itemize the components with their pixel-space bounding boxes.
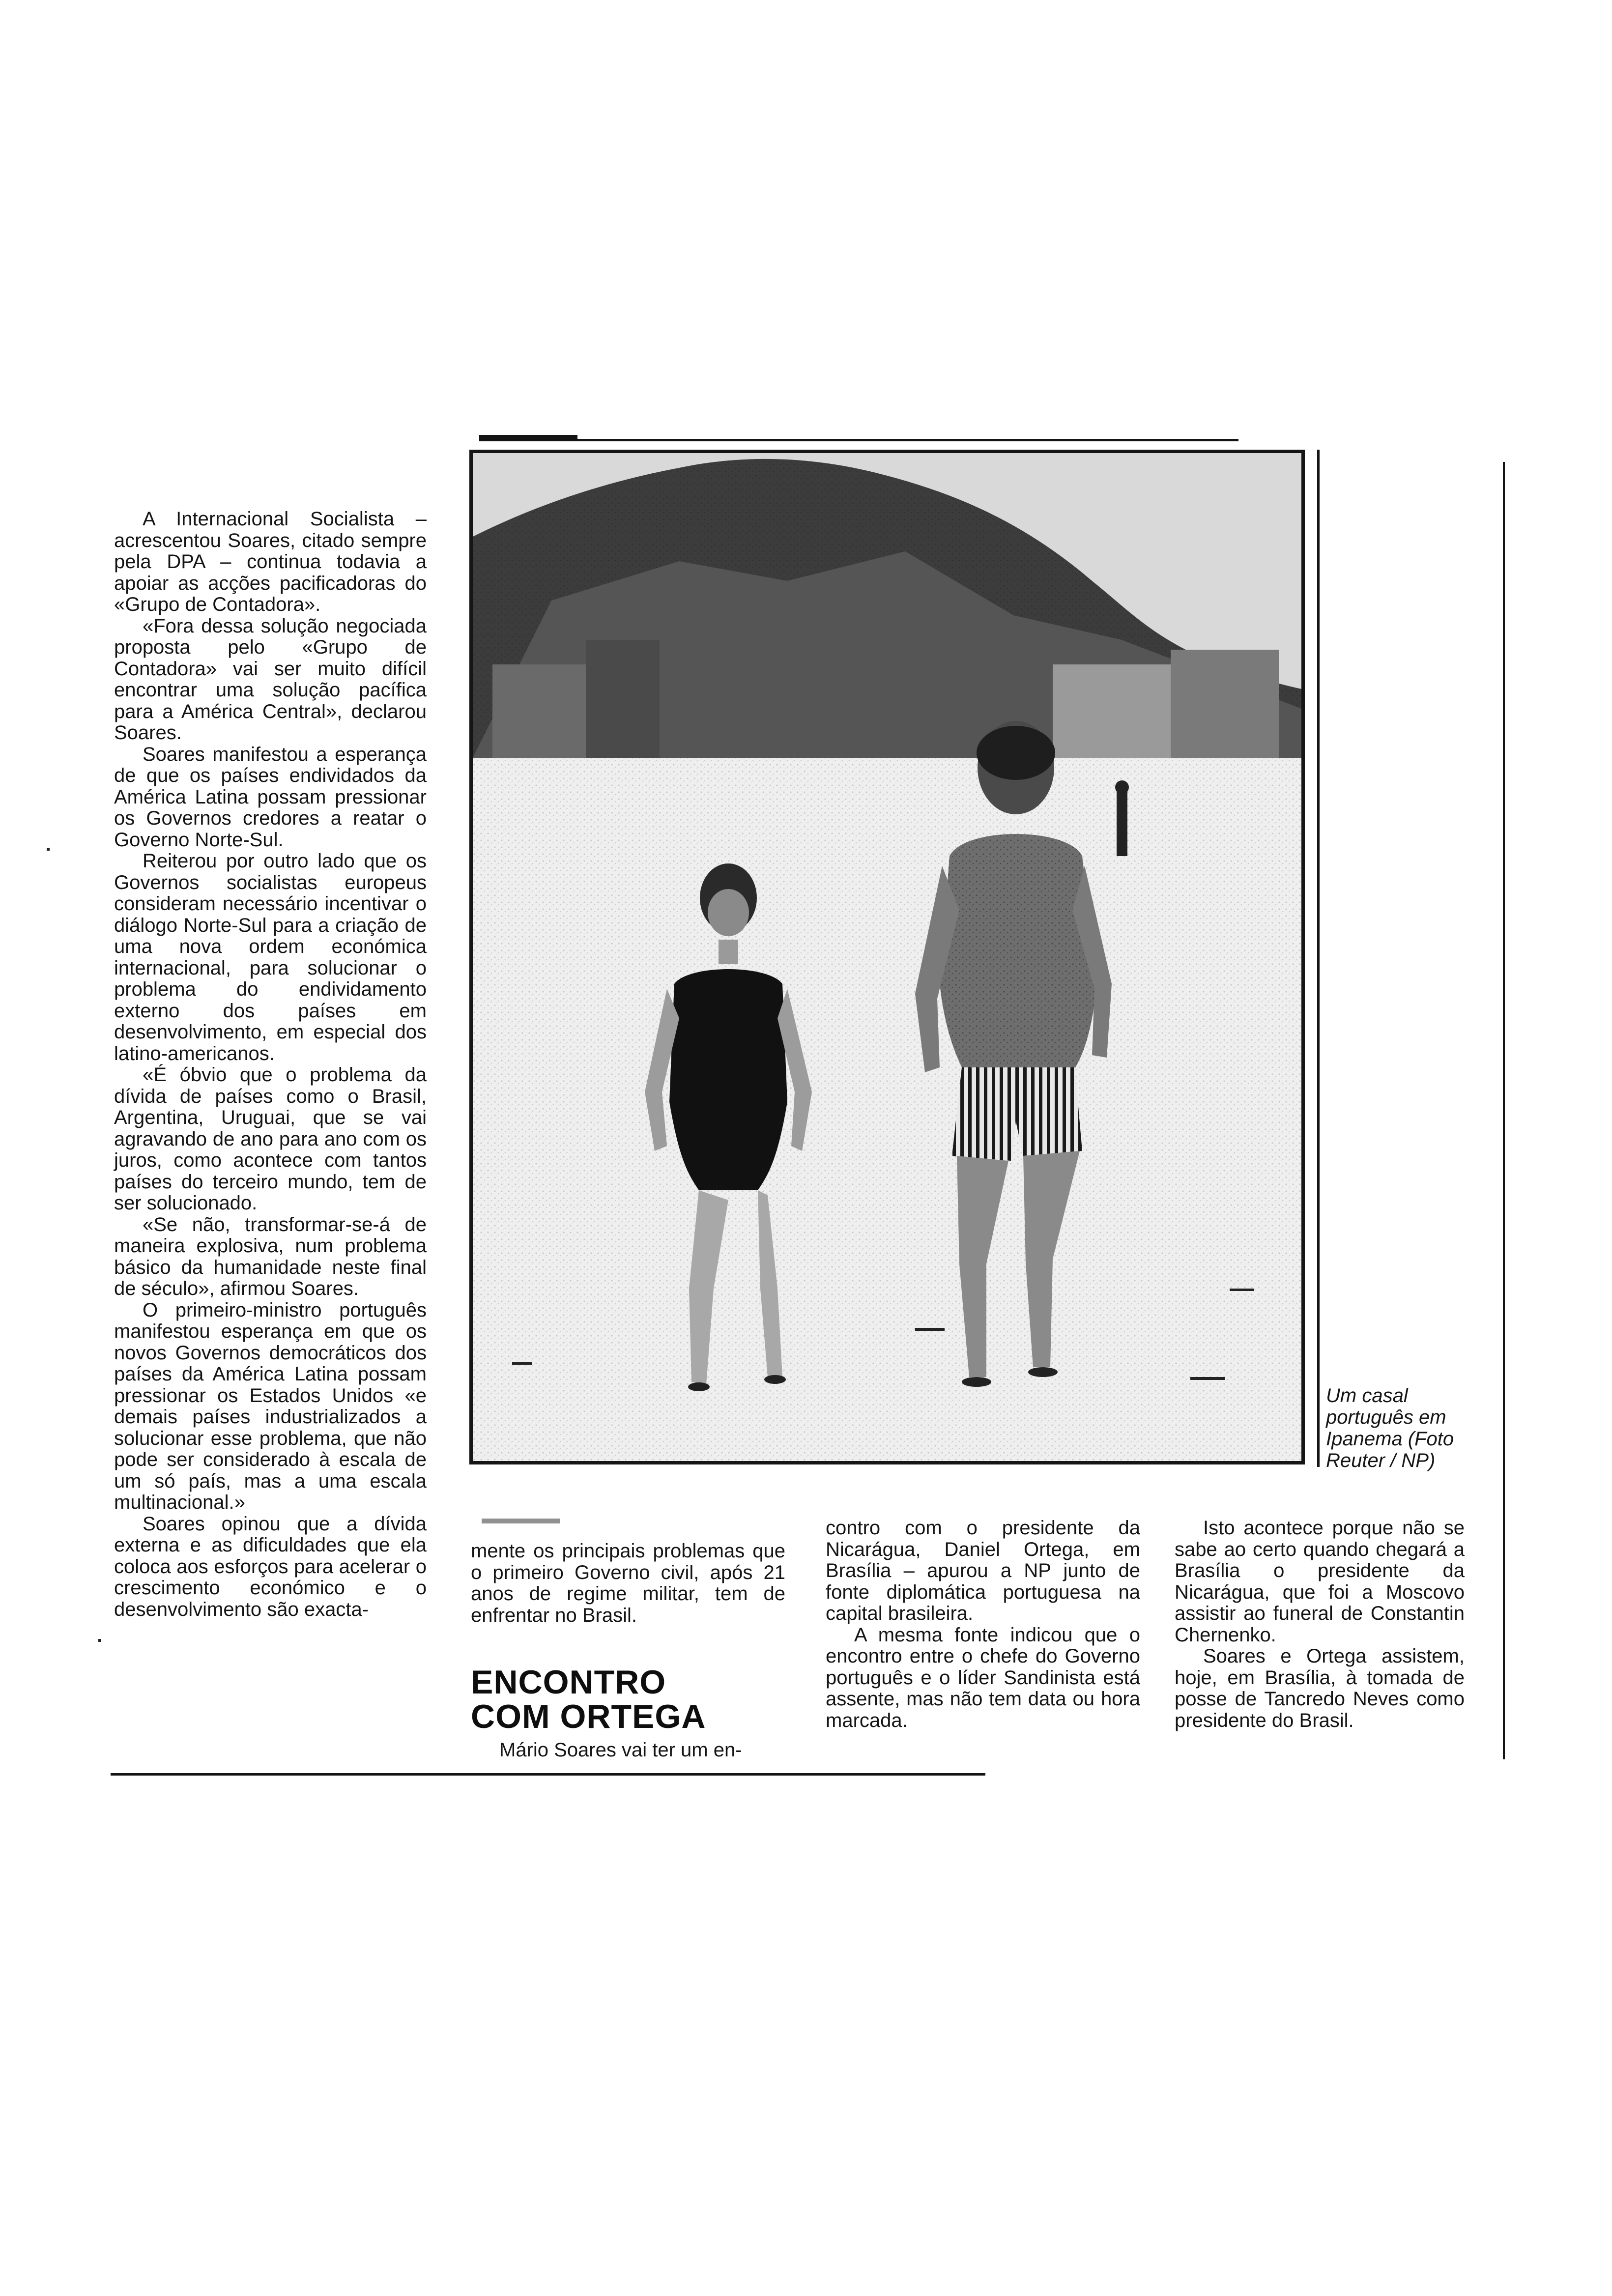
right-rule <box>1503 462 1505 1759</box>
paragraph: Soares manifestou a esperança de que os países endividados da América Latina possam pressionar os Governos credores a reatar o Governo Norte-Sul. <box>114 743 427 851</box>
paragraph: «Se não, transformar-se-á de maneira explosiva, num problema básico da humanidade neste final de século», afirmou Soares. <box>114 1213 427 1299</box>
headline-line-1: ENCONTRO <box>471 1664 666 1701</box>
scan-speck <box>482 1519 560 1523</box>
beach-photo <box>469 450 1305 1464</box>
paragraph: A mesma fonte indicou que o encontro entre o chefe do Governo português e o líder Sandinista está assente, mas não tem data ou hora marcada. <box>826 1624 1140 1731</box>
headline-line-2: COM ORTEGA <box>471 1698 706 1735</box>
article-column-1 <box>114 509 427 1620</box>
paragraph: mente os principais problemas que o primeiro Governo civil, após 21 anos de regime militar, tem de enfrentar no Brasil. <box>471 1540 785 1626</box>
section-headline <box>471 1665 785 1734</box>
paragraph: Soares opinou que a dívida externa e as dificuldades que ela coloca aos esforços para acelerar o crescimento económico e o desenvolvimento são exacta- <box>114 1513 427 1620</box>
article-column-3 <box>826 1518 1140 1731</box>
paragraph: Soares e Ortega assistem, hoje, em Brasília, à tomada de posse de Tancredo Neves como presidente do Brasil. <box>1175 1645 1465 1731</box>
paragraph: «Fora dessa solução negociada proposta pelo «Grupo de Contadora» vai ser muito difícil encontrar uma solução pacífica para a América Central», declarou Soares. <box>114 615 427 744</box>
top-rule <box>479 439 1238 441</box>
bottom-rule <box>111 1773 985 1776</box>
photo-side-rule <box>1317 450 1320 1467</box>
paragraph: Isto acontece porque não se sabe ao certo quando chegará a Brasília o presidente da Nicarágua, que foi a Moscovo assistir ao funeral de Constantin Chernenko. <box>1175 1517 1465 1646</box>
paragraph: «É óbvio que o problema da dívida de países como o Brasil, Argentina, Uruguai, que se vai agravando de ano para ano com os juros, como acontece com tantos países do terceiro mundo, tem de ser solucionado. <box>114 1064 427 1214</box>
paragraph: O primeiro-ministro português manifestou esperança em que os novos Governos democráticos dos países da América Latina possam pressionar os Estados Unidos «e demais países industrializados a solucionar esse problema, que não pode ser considerado à escala de um só país, mas a uma escala multinacional.» <box>114 1299 427 1513</box>
photo-caption: Um casal português em Ipanema (Foto Reuter / NP) <box>1326 1385 1454 1471</box>
top-rule-smudge <box>479 435 577 439</box>
paragraph: contro com o presidente da Nicarágua, Daniel Ortega, em Brasília – apurou a NP junto de fonte diplomática portuguesa na capital brasileira. <box>826 1517 1140 1624</box>
article-column-4 <box>1175 1518 1465 1731</box>
paragraph: Mário Soares vai ter um en- <box>499 1739 742 1761</box>
beach-couple-image <box>473 453 1301 1461</box>
scan-speck <box>98 1639 101 1642</box>
article-column-2-continued <box>471 1740 785 1761</box>
scan-speck <box>47 848 50 851</box>
paragraph: Reiterou por outro lado que os Governos socialistas europeus consideram necessário incentivar o diálogo Norte-Sul para a criação de uma nova ordem económica internacional, para solucionar o problema do endividamento externo dos países em desenvolvimento, em especial dos latino-americanos. <box>114 850 427 1064</box>
paragraph: A Internacional Socialista – acrescentou Soares, citado sempre pela DPA – continua todavia a apoiar as acções pacificadoras do «Grupo de Contadora». <box>114 508 427 615</box>
article-column-2 <box>471 1541 785 1626</box>
